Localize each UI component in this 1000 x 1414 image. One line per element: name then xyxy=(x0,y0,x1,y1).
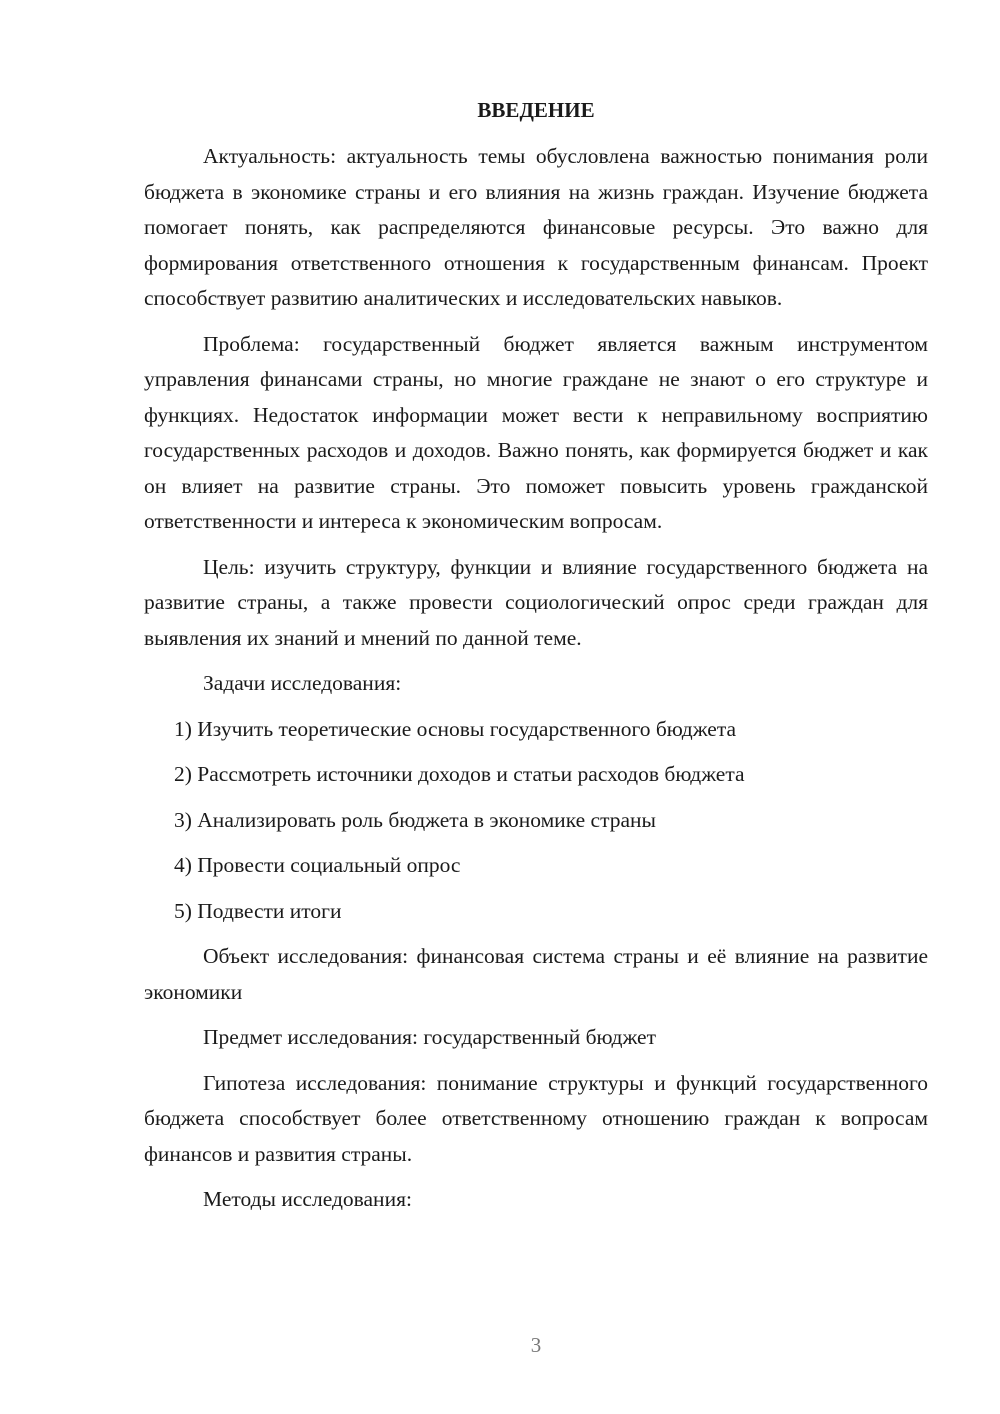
methods-heading: Методы исследования: xyxy=(203,1187,412,1211)
task-item: 3) Анализировать роль бюджета в экономике страны xyxy=(174,807,656,832)
object-paragraph: Объект исследования: финансовая система страны и её влияние на развитие экономики xyxy=(144,944,928,1004)
section-title: ВВЕДЕНИЕ xyxy=(477,98,595,122)
hypothesis-paragraph: Гипотеза исследования: понимание структуры и функций государственного бюджета способствует более ответственному отношению граждан к вопросам финансов и развития страны. xyxy=(144,1070,928,1166)
page-number: 3 xyxy=(530,1333,542,1357)
problem-paragraph: Проблема: государственный бюджет является важным инструментом управления финансами страны, но многие граждане не знают о его структуре и функциях. Недостаток информации может вести к неправильному восприятию государственных расходов и доходов. Важно понять, как формируется бюджет и как он влияет на развитие страны. Это поможет повысить уровень гражданской ответственности и интереса к экономическим вопросам. xyxy=(144,331,928,533)
task-item: 4) Провести социальный опрос xyxy=(174,853,461,877)
document-page xyxy=(144,92,928,1228)
relevance-paragraph: Актуальность: актуальность темы обусловлена важностью понимания роли бюджета в экономике страны и его влияния на жизнь граждан. Изучение бюджета помогает понять, как распределяются финансовые ресурсы. Это важно для формирования ответственного отношения к государственным финансам. Проект способствует развитию аналитических и исследовательских навыков. xyxy=(144,144,928,310)
task-item: 5) Подвести итоги xyxy=(174,898,342,923)
task-item: 1) Изучить теоретические основы государственного бюджета xyxy=(174,716,737,741)
task-item: 2) Рассмотреть источники доходов и статьи расходов бюджета xyxy=(174,762,745,786)
goal-paragraph: Цель: изучить структуру, функции и влияние государственного бюджета на развитие страны, а также провести социологический опрос среди граждан для выявления их знаний и мнений по данной теме. xyxy=(144,554,928,650)
tasks-list xyxy=(144,712,928,930)
subject-paragraph: Предмет исследования: государственный бюджет xyxy=(203,1025,656,1049)
tasks-heading: Задачи исследования: xyxy=(203,671,402,695)
